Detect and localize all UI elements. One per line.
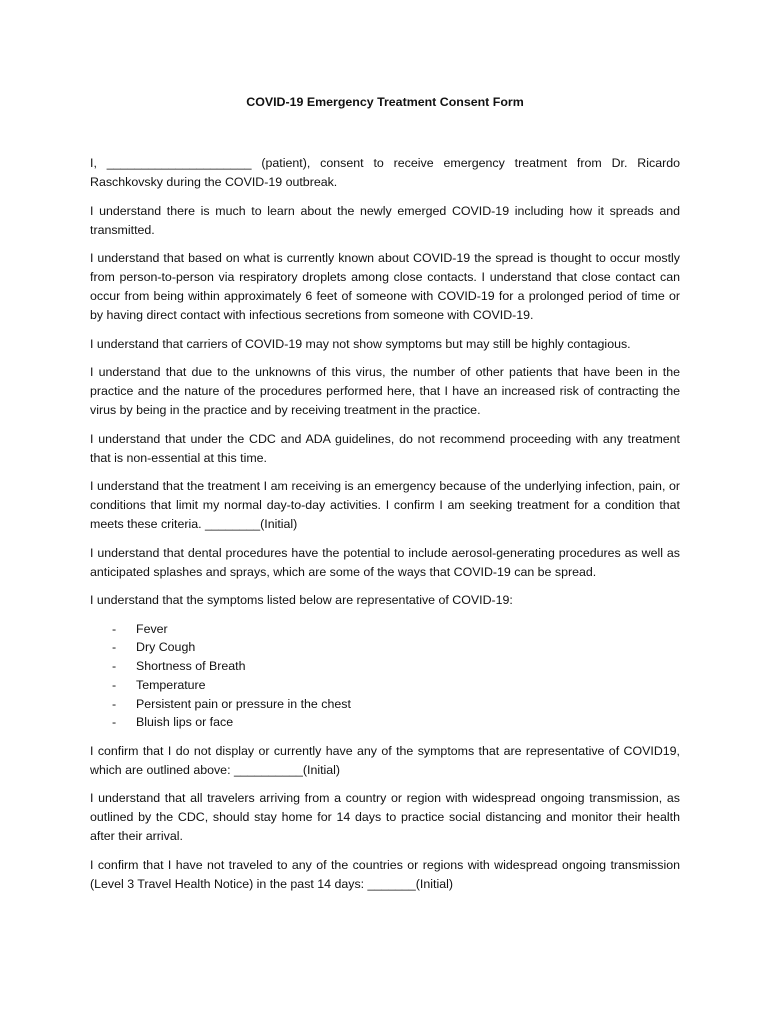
symptoms-intro-paragraph: I understand that the symptoms listed below are representative of COVID-19: — [90, 593, 513, 607]
list-item — [90, 695, 680, 714]
emergency-paragraph: I understand that the treatment I am receiving is an emergency because of the underlying infection, pain, or conditions that limit my normal day-to-day activities. I confirm I am seeking treatment for a condition that meets these criteria. ________(Initial) — [90, 479, 680, 531]
symptom-label: Persistent pain or pressure in the chest — [136, 696, 351, 711]
list-dash: - — [112, 677, 117, 692]
list-item — [90, 620, 680, 639]
symptom-label: Dry Cough — [136, 640, 196, 655]
spread-paragraph: I understand that based on what is currently known about COVID-19 the spread is thought to occur mostly from person-to-person via respiratory droplets among close contacts. I understand that close contact can occur from being within approximately 6 feet of someone with COVID-19 for a prolonged period of time or by having direct contact with infectious secretions from someone with COVID-19. — [90, 251, 680, 322]
list-item — [90, 676, 680, 695]
symptoms-list — [90, 620, 680, 733]
symptom-label: Shortness of Breath — [136, 659, 246, 674]
symptom-label: Fever — [136, 621, 168, 636]
list-item — [90, 657, 680, 676]
guidelines-paragraph: I understand that under the CDC and ADA guidelines, do not recommend proceeding with any treatment that is non-essential at this time. — [90, 431, 680, 465]
list-dash: - — [112, 696, 117, 711]
list-item — [90, 713, 680, 732]
list-dash: - — [112, 621, 117, 636]
aerosol-paragraph: I understand that dental procedures have the potential to include aerosol-generating procedures as well as anticipated splashes and sprays, which are some of the ways that COVID-19 can be spread. — [90, 545, 680, 579]
travelers-paragraph: I understand that all travelers arriving from a country or region with widespread ongoing transmission, as outlined by the CDC, should stay home for 14 days to practice social distancing and monitor their health after their arrival. — [90, 791, 680, 844]
form-title: COVID-19 Emergency Treatment Consent Form — [246, 95, 524, 109]
consent-form-page — [90, 93, 680, 903]
list-dash: - — [112, 659, 117, 674]
symptom-label: Temperature — [136, 677, 206, 692]
patient-consent-paragraph: I, _____________________ (patient), consent to receive emergency treatment from Dr. Ricardo Raschkovsky during the COVID-19 outbreak. — [90, 156, 680, 189]
carriers-paragraph: I understand that carriers of COVID-19 may not show symptoms but may still be highly contagious. — [90, 336, 631, 351]
no-symptoms-paragraph: I confirm that I do not display or currently have any of the symptoms that are representative of COVID19, which are outlined above: __________(Initial) — [90, 743, 680, 777]
list-dash: - — [112, 640, 117, 655]
list-item — [90, 638, 680, 657]
symptom-label: Bluish lips or face — [136, 715, 234, 730]
risk-paragraph: I understand that due to the unknowns of this virus, the number of other patients that have been in the practice and the nature of the procedures performed here, that I have an increased risk of contracting the virus by being in the practice and by receiving treatment in the practice. — [90, 365, 680, 417]
learning-paragraph: I understand there is much to learn about the newly emerged COVID-19 including how it spreads and transmitted. — [90, 203, 680, 237]
no-travel-paragraph: I confirm that I have not traveled to any of the countries or regions with widespread ongoing transmission (Level 3 Travel Health Notice) in the past 14 days: _______(Initial) — [90, 857, 680, 891]
list-dash: - — [112, 715, 117, 730]
